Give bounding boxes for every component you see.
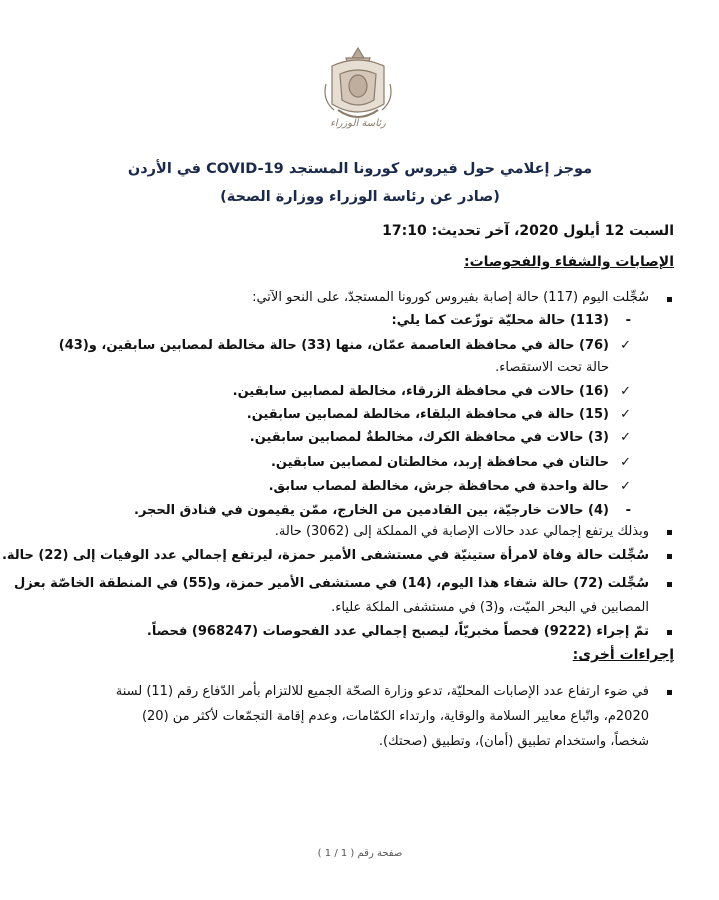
local-item: (76) حالة في محافظة العاصمة عمّان، منها (33) حالة مخالطة لمصابين سابقين، و(43) [58,338,609,353]
check-icon: ✓ [620,430,631,445]
page-number: صفحة رقم ( 1 / 1 ) [317,848,403,859]
square-bullet-icon [667,530,672,535]
local-item: (15) حالة في محافظة البلقاء، مخالطة لمصابين سابقين. [246,407,609,422]
tests-line: تمّ إجراء (9222) فحصاً مخبريّاً، ليصبح إجمالي عدد الفحوصات (968247) فحصاً. [146,624,649,639]
square-bullet-icon [667,297,672,302]
square-bullet-icon [667,582,672,587]
death-line: سُجِّلت حالة وفاة لامرأة ستينيّة في مستشفى الأمير حمزة، ليرتفع إجمالي عدد الوفيات إلى (22) حالة. [1,548,649,563]
date-line: السبت 12 أيلول 2020، آخر تحديث: 17:10 [382,223,674,239]
section-heading-cases: الإصابات والشفاء والفحوصات: [464,254,674,270]
square-bullet-icon [667,630,672,635]
recovery-line-continuation: المصابين في البحر الميّت، و(3) في مستشفى الملكة علياء. [331,600,649,615]
dash-bullet-icon: - [625,503,631,518]
external-cases-line: (4) حالات خارجيّة، بين القادمين من الخارج، ممّن يقيمون في فنادق الحجر. [134,503,609,518]
square-bullet-icon [667,690,672,695]
recovery-line: سُجِّلت (72) حالة شفاء هذا اليوم، (14) في مستشفى الأمير حمزة، و(55) في المنطقة الخاصّة بعزل [14,576,649,591]
check-icon: ✓ [620,479,631,494]
square-bullet-icon [667,554,672,559]
local-cases-header: (113) حالة محليّة توزّعت كما يلي: [391,313,609,328]
local-item: حالة واحدة في محافظة جرش، مخالطة لمصاب سابق. [268,479,609,494]
measures-line: شخصاً، واستخدام تطبيق (أمان)، وتطبيق (صحتك). [378,734,649,749]
local-item-continuation: حالة تحت الاستقصاء. [495,360,609,375]
document-subtitle: (صادر عن رئاسة الوزراء ووزارة الصحة) [220,189,500,205]
check-icon: ✓ [620,407,631,422]
check-icon: ✓ [620,455,631,470]
local-item: حالتان في محافظة إربد، مخالطتان لمصابين سابقين. [270,455,609,470]
measures-line: في ضوء ارتفاع عدد الإصابات المحليّة، تدعو وزارة الصحّة الجميع للالتزام بأمر الدّفاع رقم (11) لسنة [115,684,649,699]
intro-line: سُجِّلت اليوم (117) حالة إصابة بفيروس كورونا المستجدّ، على النحو الآتي: [252,290,649,305]
local-item: (16) حالات في محافظة الزرقاء، مخالطة لمصابين سابقين. [232,384,609,399]
document-title: موجز إعلامي حول فيروس كورونا المستجد COVID-19 في الأردن [127,161,593,177]
local-item: (3) حالات في محافظة الكرك، مخالطةٌ لمصابين سابقين. [249,430,609,445]
total-cases-line: وبذلك يرتفع إجمالي عدد حالات الإصابة في المملكة إلى (3062) حالة. [274,524,649,539]
logo-caption: رئاسة الوزراء [330,118,386,129]
check-icon: ✓ [620,338,631,353]
dash-bullet-icon: - [625,313,631,328]
measures-line: 2020م، واتّباع معايير السلامة والوقاية، وارتداء الكمّامات، وعدم إقامة التجمّعات لأكثر من (20) [141,709,649,724]
section-heading-other-measures: إجراءات أخرى: [572,647,674,663]
check-icon: ✓ [620,384,631,399]
